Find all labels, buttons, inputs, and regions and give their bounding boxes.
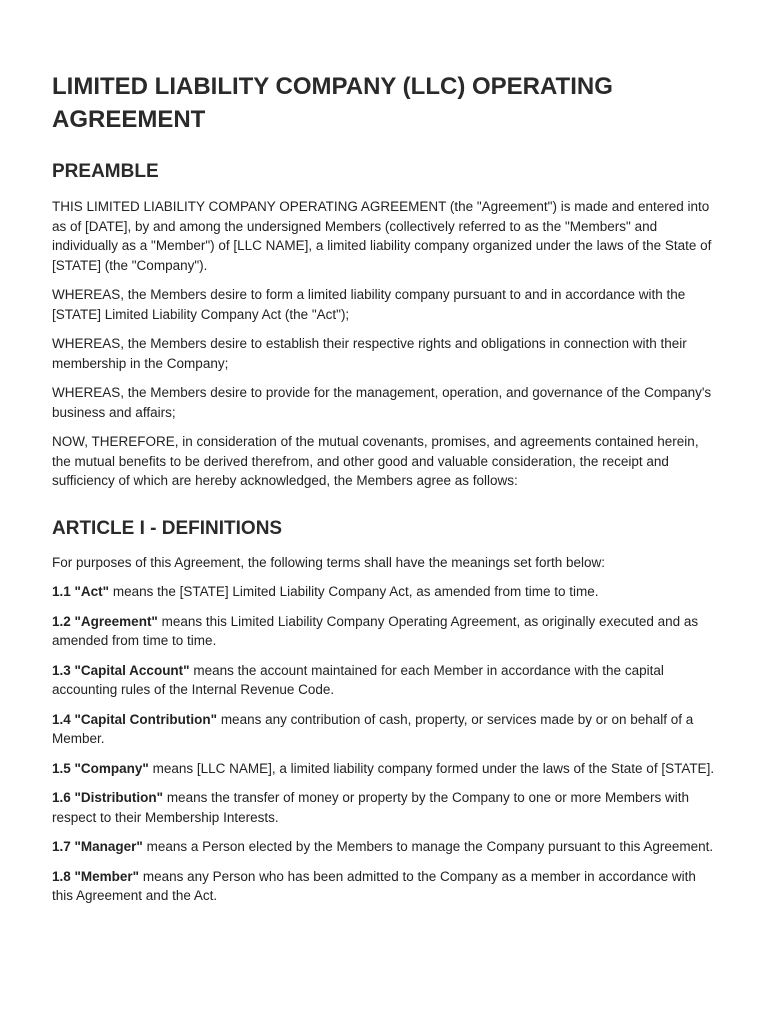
preamble-paragraph-therefore: NOW, THEREFORE, in consideration of the mutual covenants, promises, and agreements contained herein, the mutual benefits to be derived therefrom, and other good and valuable consideration, the receipt and sufficiency of which are hereby acknowledged, the Members agree as follows: bbox=[52, 434, 699, 488]
definition-distribution bbox=[52, 788, 718, 827]
definition-capital-account bbox=[52, 661, 718, 700]
definition-term: 1.7 "Manager" bbox=[52, 839, 143, 854]
preamble-heading: PREAMBLE bbox=[52, 161, 159, 182]
definition-act bbox=[52, 582, 718, 602]
definition-term: 1.1 "Act" bbox=[52, 584, 110, 599]
definition-agreement bbox=[52, 612, 718, 651]
definition-term: 1.8 "Member" bbox=[52, 868, 140, 884]
definition-company bbox=[52, 759, 718, 779]
definition-term: 1.4 "Capital Contribution" bbox=[52, 711, 218, 727]
definition-term: 1.6 "Distribution" bbox=[52, 790, 164, 805]
definition-text: means any Person who has been admitted to the Company as a member in accordance with this Agreement and the Act. bbox=[52, 868, 696, 903]
preamble-paragraph-whereas-rights: WHEREAS, the Members desire to establish their respective rights and obligations in connection with their membership in the Company; bbox=[52, 336, 687, 371]
definition-capital-contribution bbox=[52, 710, 718, 749]
definition-member bbox=[52, 867, 718, 906]
definition-text: means this Limited Liability Company Operating Agreement, as originally executed and as amended from time to time. bbox=[52, 613, 699, 648]
preamble-paragraph-whereas-form: WHEREAS, the Members desire to form a limited liability company pursuant to and in accordance with the [STATE] Limited Liability Company Act (the "Act"); bbox=[52, 287, 686, 322]
definition-text: means the [STATE] Limited Liability Company Act, as amended from time to time. bbox=[109, 584, 599, 599]
preamble-paragraph-intro: THIS LIMITED LIABILITY COMPANY OPERATING AGREEMENT (the "Agreement") is made and entered into as of [DATE], by and among the undersigned Members (collectively referred to as the "Members" and individually as a "Member") of [LLC NAME], a limited liability company organized under the laws of the State of [STATE] (the "Company"). bbox=[52, 199, 712, 273]
definition-text: means [LLC NAME], a limited liability company formed under the laws of the State of [STATE]. bbox=[148, 760, 715, 776]
definition-text: means a Person elected by the Members to manage the Company pursuant to this Agreement. bbox=[142, 839, 714, 854]
document-title: LIMITED LIABILITY COMPANY (LLC) OPERATING AGREEMENT bbox=[52, 73, 613, 133]
preamble-paragraph-whereas-management: WHEREAS, the Members desire to provide for the management, operation, and governance of the Company's business and affairs; bbox=[52, 385, 712, 420]
definition-term: 1.3 "Capital Account" bbox=[52, 662, 190, 678]
article-1-heading: ARTICLE I - DEFINITIONS bbox=[52, 517, 283, 539]
definition-manager bbox=[52, 837, 718, 857]
definition-term: 1.2 "Agreement" bbox=[52, 613, 158, 629]
definition-term: 1.5 "Company" bbox=[52, 760, 149, 776]
definition-text: means any contribution of cash, property, or services made by or on behalf of a Member. bbox=[52, 711, 694, 746]
definition-text: means the transfer of money or property by the Company to one or more Members with respect to their Membership Interests. bbox=[52, 790, 690, 825]
definition-text: means the account maintained for each Member in accordance with the capital accounting rules of the Internal Revenue Code. bbox=[52, 662, 664, 697]
article-1-intro: For purposes of this Agreement, the following terms shall have the meanings set forth below: bbox=[52, 554, 606, 570]
